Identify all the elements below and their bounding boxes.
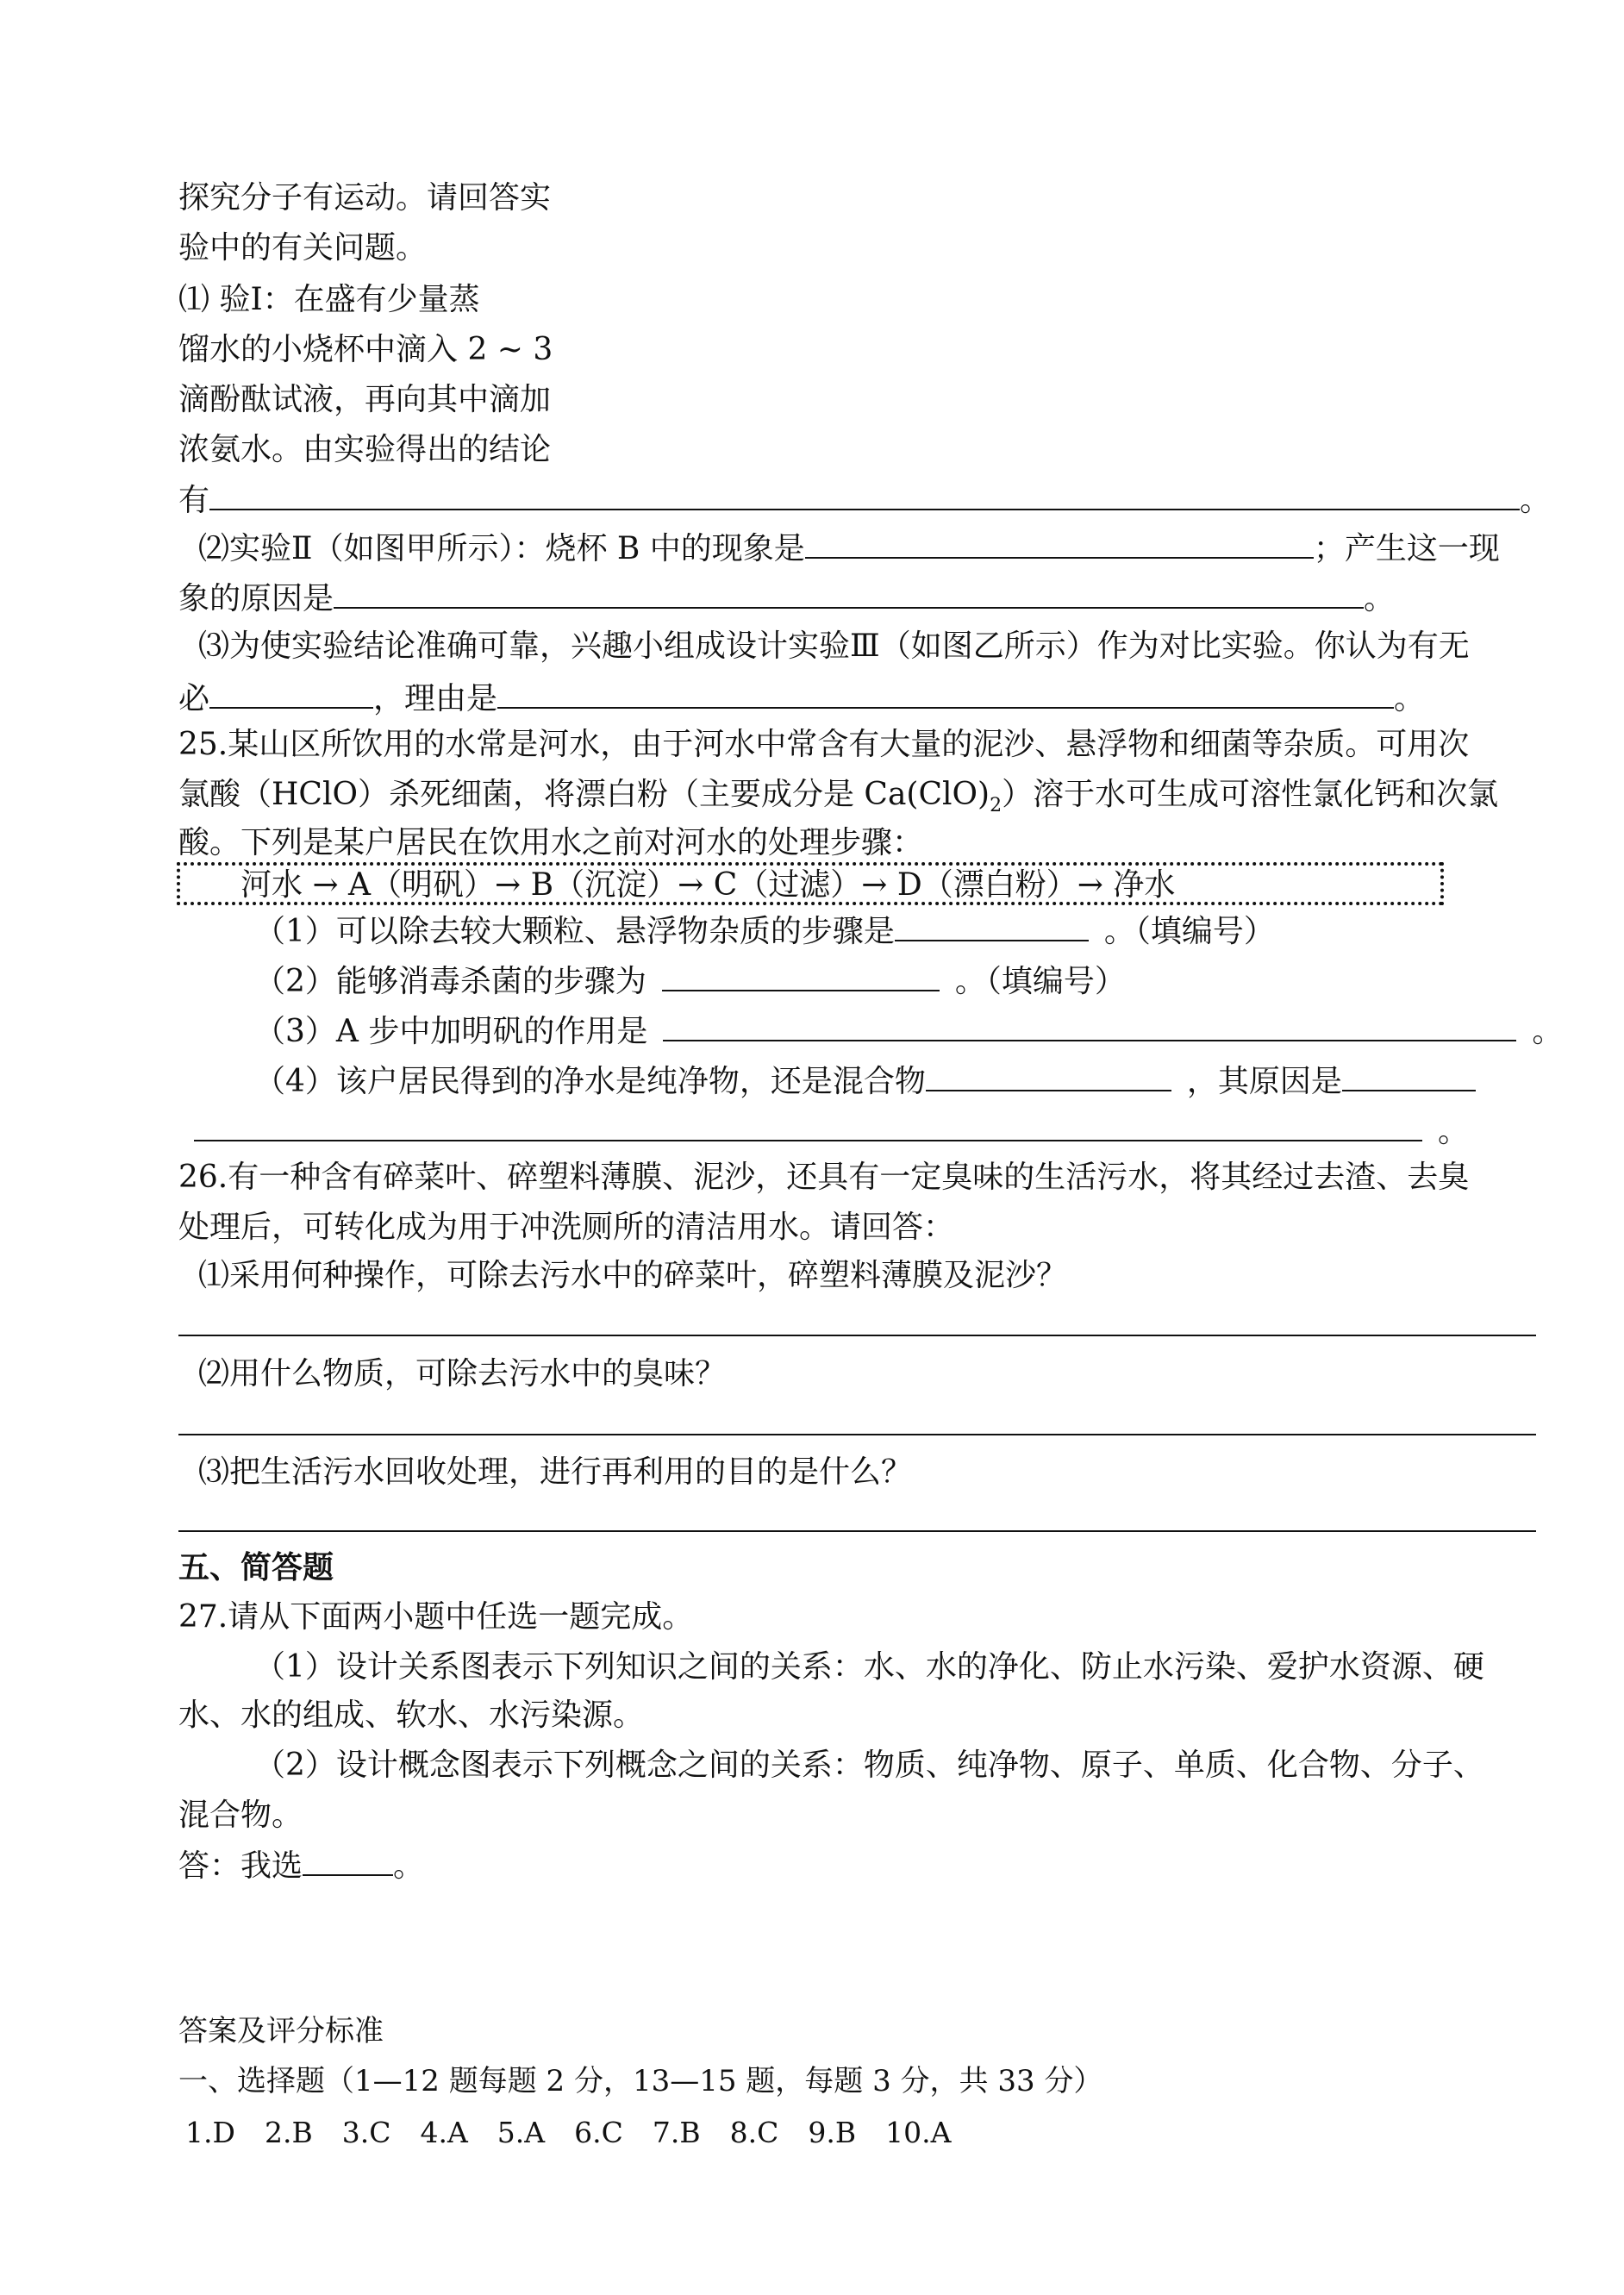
answer-item: 5.A: [497, 2116, 546, 2149]
q25-line2-text-b: ）溶于水可生成可溶性氯化钙和次氯: [1002, 777, 1499, 812]
q27-option2-line2: 混合物。: [178, 1798, 303, 1833]
q25-sub4-text: （4）该户居民得到的净水是纯净物，还是混合物: [254, 1064, 926, 1099]
q25-sub2: [254, 960, 1126, 998]
q24-part1-line3: 滴酚酞试液，再向其中滴加: [178, 382, 552, 417]
q26-sub3: ⑶把生活污水回收处理，进行再利用的目的是什么？: [198, 1454, 913, 1490]
q24-part2-line2: [178, 578, 1395, 616]
q25-sub2-blank[interactable]: [662, 960, 940, 991]
water-treatment-flow: 河水 → A（明矾）→ B（沉淀）→ C（过滤）→ D（漂白粉）→ 净水: [240, 867, 1176, 903]
q25-sub3: [254, 1010, 1563, 1048]
period: 。: [1364, 581, 1396, 616]
q24-part1-line5: [178, 479, 1551, 517]
q26-sub1-answer-line[interactable]: [178, 1335, 1536, 1336]
q27-option1-line1: （1）设计关系图表示下列知识之间的关系：水、水的净化、防止水污染、爱护水资源、硬: [254, 1649, 1484, 1685]
q25-sub3-text: （3）A 步中加明矾的作用是: [254, 1014, 648, 1049]
q24-part3-line1: ⑶为使实验结论准确可靠，兴趣小组成设计实验Ⅲ（如图乙所示）作为对比实验。你认为有无: [198, 628, 1470, 664]
q24-part1-line4: 浓氨水。由实验得出的结论: [178, 432, 552, 467]
q25-line2: [178, 776, 1499, 817]
q24-part2-text-c: 象的原因是: [178, 581, 334, 616]
q24-intro-line2: 验中的有关问题。: [178, 230, 428, 266]
q26-sub1: ⑴采用何种操作，可除去污水中的碎菜叶，碎塑料薄膜及泥沙？: [198, 1258, 1068, 1293]
answers-list: [185, 2114, 980, 2152]
q25-line3: 酸。下列是某户居民在饮用水之前对河水的处理步骤：: [178, 825, 924, 860]
answer-item: 8.C: [729, 2116, 779, 2149]
q25-sub1: [254, 910, 1275, 948]
q24-reason-blank[interactable]: [334, 578, 1364, 609]
q25-sub4: [254, 1060, 1476, 1098]
q26-sub2-answer-line[interactable]: [178, 1434, 1536, 1435]
q25-sub3-suffix: 。: [1532, 1014, 1564, 1049]
q27-answer-prefix: 答：我选: [178, 1848, 303, 1884]
q24-conclusion-blank[interactable]: [209, 479, 1520, 510]
q25-line1: 25.某山区所饮用的水常是河水，由于河水中常含有大量的泥沙、悬浮物和细菌等杂质。可用次: [178, 727, 1470, 762]
q25-sub4-text-b: ，其原因是: [1186, 1064, 1342, 1099]
q27-answer-line: [178, 1845, 424, 1883]
q24-intro-line1: 探究分子有运动。请回答实: [178, 180, 552, 216]
answer-item: 9.B: [808, 2116, 857, 2149]
answer-item: 2.B: [264, 2116, 313, 2149]
answer-item: 7.B: [652, 2116, 701, 2149]
answer-item: 4.A: [420, 2116, 468, 2149]
q26-sub3-answer-line[interactable]: [178, 1530, 1536, 1532]
q24-part1-line2: 馏水的小烧杯中滴入 2 ~ 3: [178, 332, 553, 367]
period: 。: [1520, 483, 1552, 518]
q27-answer-suffix: 。: [393, 1848, 425, 1884]
q25-sub1-blank[interactable]: [895, 910, 1089, 941]
q24-necessity-blank[interactable]: [209, 678, 373, 709]
q26-line1: 26.有一种含有碎菜叶、碎塑料薄膜、泥沙，还具有一定臭味的生活污水，将其经过去渣、去臭: [178, 1160, 1470, 1195]
water-treatment-flow-box: [177, 862, 1444, 905]
q27-choice-blank[interactable]: [303, 1845, 393, 1876]
q25-sub3-blank[interactable]: [663, 1010, 1516, 1041]
answer-item: 1.D: [185, 2116, 235, 2149]
q25-sub4-reason-blank[interactable]: [194, 1110, 1422, 1141]
answer-item: 3.C: [341, 2116, 391, 2149]
q25-sub2-text: （2）能够消毒杀菌的步骤为: [254, 964, 646, 999]
q24-part1-line1: ⑴ 验Ⅰ：在盛有少量蒸: [178, 282, 480, 317]
q25-sub1-text: （1）可以除去较大颗粒、悬浮物杂质的步骤是: [254, 914, 895, 949]
q26-sub2: ⑵用什么物质，可除去污水中的臭味？: [198, 1356, 727, 1391]
answers-section1: 一、选择题（1—12 题每题 2 分，13—15 题，每题 3 分，共 33 分）: [178, 2064, 1103, 2098]
q25-sub4-line2: [194, 1110, 1469, 1148]
q24-part1-prefix: 有: [178, 483, 210, 518]
q24-beaker-b-blank[interactable]: [805, 528, 1314, 559]
q27-prompt: 27.请从下面两小题中任选一题完成。: [178, 1599, 694, 1635]
answer-item: 6.C: [574, 2116, 623, 2149]
q26-line2: 处理后，可转化成为用于冲洗厕所的清洁用水。请回答：: [178, 1210, 955, 1245]
q27-option2-line1: （2）设计概念图表示下列概念之间的关系：物质、纯净物、原子、单质、化合物、分子、: [254, 1748, 1484, 1783]
q25-subscript: 2: [990, 795, 1003, 817]
q25-line2-text-a: 氯酸（HClO）杀死细菌，将漂白粉（主要成分是 Ca(ClO): [178, 777, 990, 812]
q24-part2-text-a: ⑵实验Ⅱ（如图甲所示）：烧杯 B 中的现象是: [198, 531, 805, 566]
q25-sub1-suffix: 。（填编号）: [1103, 914, 1275, 949]
answers-title: 答案及评分标准: [178, 2014, 384, 2048]
q25-sub4-blank-a[interactable]: [926, 1060, 1171, 1091]
q27-option1-line2: 水、水的组成、软水、水污染源。: [178, 1698, 645, 1733]
q25-sub2-suffix: 。（填编号）: [954, 964, 1126, 999]
q24-justification-blank[interactable]: [497, 678, 1394, 709]
answer-item: 10.A: [885, 2116, 952, 2149]
section5-heading: 五、简答题: [178, 1549, 334, 1585]
q24-part3-line2: [178, 678, 1425, 716]
period: 。: [1394, 681, 1426, 716]
q25-sub4-blank-b[interactable]: [1342, 1060, 1476, 1091]
q24-part2-line1: [198, 528, 1500, 566]
q24-part3-text-b: 必: [178, 681, 210, 716]
period: 。: [1438, 1114, 1470, 1149]
q24-part3-text-c: ，理由是: [373, 681, 498, 716]
q24-part2-text-b: ；产生这一现: [1313, 531, 1500, 566]
